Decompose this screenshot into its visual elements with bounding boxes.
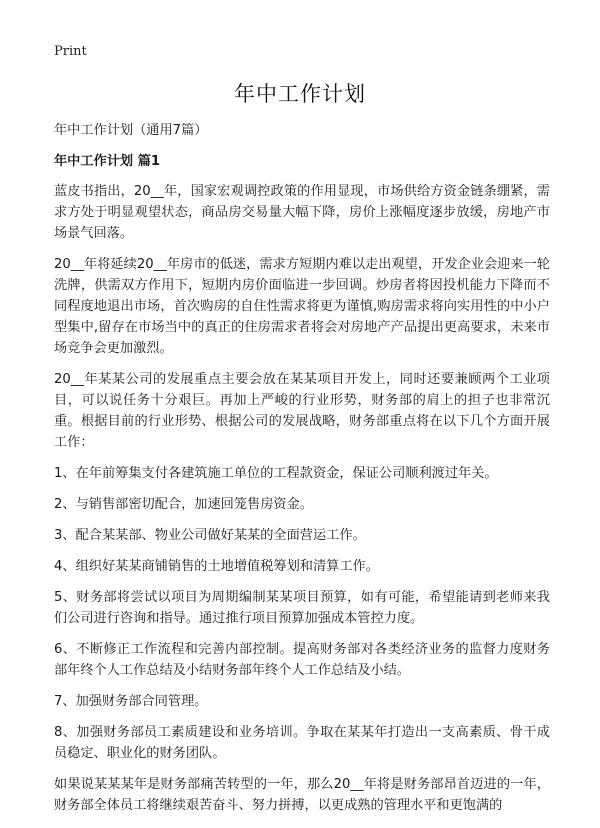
paragraph-company-focus: 20__年某某公司的发展重点主要会放在某某项目开发上，同时还要兼顾两个工业项目，可以说任务十分艰巨。再加上严峻的行业形势，财务部的肩上的担子也非常沉重。根据目前的行业形势、根据公司的发展战略，财务部重点将在以下几个方面开展工作： — [54, 372, 550, 450]
document-subtitle: 年中工作计划（通用7篇） — [54, 123, 208, 138]
document-title: 年中工作计划 — [234, 82, 366, 106]
list-item-1: 1、在年前筹集支付各建筑施工单位的工程款资金，保证公司顺利渡过年关。 — [54, 466, 498, 481]
list-item-7: 7、加强财务部合同管理。 — [54, 694, 208, 709]
list-item-8: 8、加强财务部员工素质建设和业务培训。争取在某某年打造出一支高素质、骨干成员稳定、职业化的财务团队。 — [54, 725, 550, 761]
list-item-4: 4、组织好某某商铺销售的土地增值税筹划和清算工作。 — [54, 559, 379, 574]
paragraph-market-outlook: 20__年将延续20__年房市的低迷，需求方短期内难以走出观望，开发企业会迎来一轮洗牌，供需双方作用下，短期内房价面临进一步回调。炒房者将因投机能力下降而不同程度地退出市场，首次购房的自住性需求将更为谨慎,购房需求将向实用性的中小户型集中,留存在市场当中的真正的住房需求者将会对房地产产品提出更高要求，未来市场竞争会更加激烈。 — [54, 257, 550, 356]
print-link[interactable]: Print — [54, 44, 87, 59]
list-item-2: 2、与销售部密切配合，加速回笼售房资金。 — [54, 497, 313, 512]
section-heading: 年中工作计划 篇1 — [54, 154, 161, 169]
document-body — [54, 120, 550, 826]
list-item-6: 6、不断修正工作流程和完善内部控制。提高财务部对各类经济业务的监督力度财务部年终个人工作总结及小结财务部年终个人工作总结及小结。 — [54, 642, 550, 678]
list-item-3: 3、配合某某部、物业公司做好某某的全面营运工作。 — [54, 528, 366, 543]
paragraph-intro: 蓝皮书指出，20__年，国家宏观调控政策的作用显现，市场供给方资金链条绷紧，需求方处于明显观望状态，商品房交易量大幅下降，房价上涨幅度逐步放缓，房地产市场景气回落。 — [54, 184, 550, 241]
paragraph-conclusion: 如果说某某某年是财务部痛苦转型的一年，那么20__年将是财务部昂首迈进的一年，财务部全体员工将继续艰苦奋斗、努力拼搏，以更成熟的管理水平和更饱满的 — [54, 777, 550, 813]
list-item-5: 5、财务部将尝试以项目为周期编制某某项目预算，如有可能，希望能请到老师来我们公司进行咨询和指导。通过推行项目预算加强成本管控力度。 — [54, 590, 550, 626]
